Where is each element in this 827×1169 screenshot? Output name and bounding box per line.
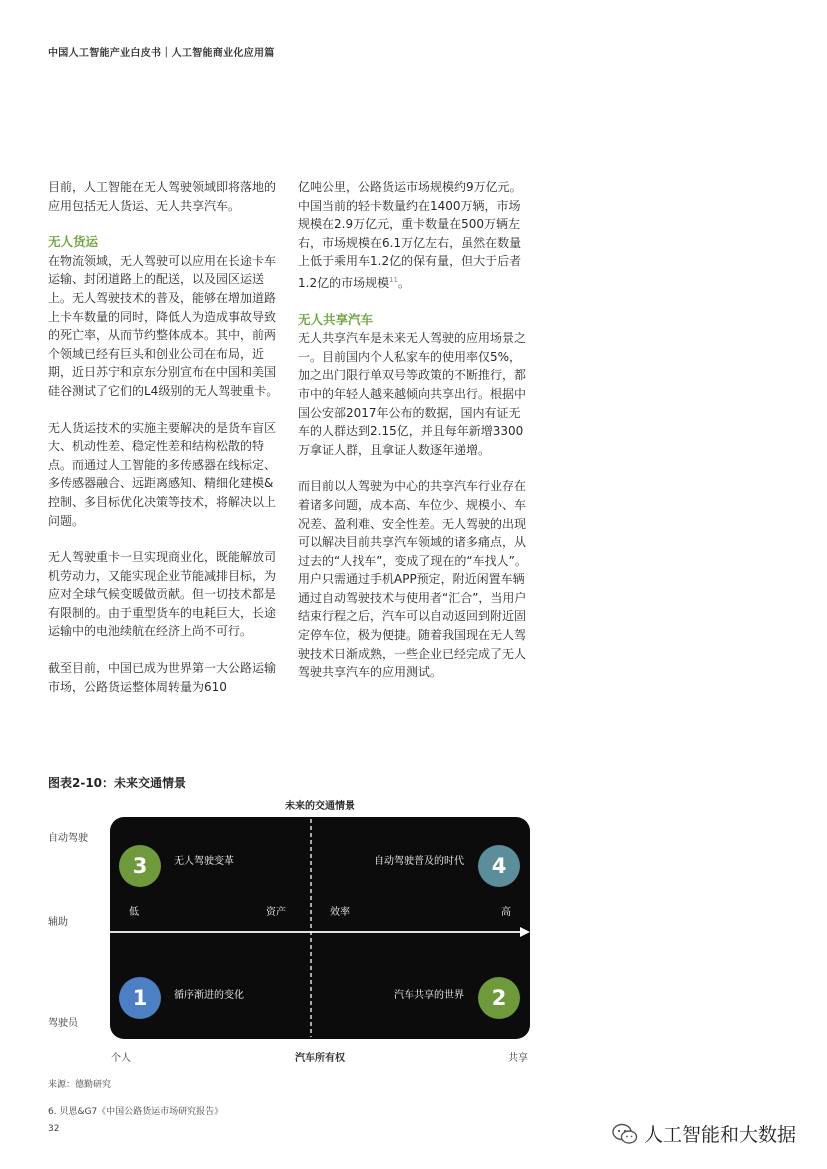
matrix-background — [110, 817, 530, 1039]
section-heading — [298, 311, 530, 330]
body-paragraph — [48, 548, 280, 641]
paragraph-text: 无人驾驶重卡一旦实现商业化，既能解放司机劳动力，又能实现企业节能减排目标，为应对全球气候变暖做贡献。但一切技术都是有限制的。由于重型货车的电耗巨大，长途运输中的电池续航在经济上尚不可行。 — [48, 550, 277, 639]
body-paragraph — [48, 252, 280, 401]
section-heading-text: 无人货运 — [48, 234, 99, 250]
section-heading — [48, 233, 280, 252]
y-label-bottom: 驾驶员 — [48, 1018, 78, 1029]
watermark-text: 人工智能和大数据 — [644, 1124, 797, 1146]
y-label-top: 自动驾驶 — [48, 833, 88, 844]
paragraph-text: 而目前以人驾驶为中心的共享汽车行业存在着诸多问题，成本高、车位少、规模小、车况差、盈利难、安全性差。无人驾驶的出现可以解决目前共享汽车领域的诸多痛点，从过去的“人找车”，变成了现在的“车找人”。用户只需通过手机APP预定，附近闲置车辆通过自动驾驶技术与使用者“汇合”，当用户结束行程之后，汽车可以自动返回到附近固定停车位，极为便捷。随着我国现在无人驾驶技术日渐成熟，一些企业已经完成了无人驾驶共享汽车的应用测试。 — [298, 479, 527, 680]
paragraph-text: 在物流领域，无人驾驶可以应用在长途卡车运输、封闭道路上的配送，以及园区运送上。无人驾驶技术的普及，能够在增加道路上卡车数量的同时，降低人为造成事故导致的死亡率，从而节约整体成本。其中，前两个领域已经有巨头和创业公司在布局，近期，近日苏宁和京东分别宣布在中国和美国硅谷测试了它们的L4级别的无人驾驶重卡。 — [48, 253, 279, 398]
body-paragraph: 亿吨公里，公路货运市场规模约9万亿元。中国当前的轻卡数量约在1400万辆，市场规模在2.9万亿元，重卡数量在500万辆左右，市场规模在6.1万亿左右，虽然在数量上低于乘用车1.2亿的保有量，但大于后者1.2亿的市场规模$^{11}$。 — [298, 180, 522, 290]
paragraph-text: 亿吨公里，公路货运市场规模约9万亿元。中国当前的轻卡数量约在1400万辆，市场规模在2.9万亿元，重卡数量在500万辆左右，市场规模在6.1万亿左右，虽然在数量上低于乘用车1.2亿的保有量，但大于后者1.2亿的市场规模 — [298, 180, 522, 290]
y-label-middle: 辅助 — [48, 917, 68, 928]
paragraph-text: 无人共享汽车是未来无人驾驶的应用场景之一。目前国内个人私家车的使用率仅5%，加之出门限行单双号等政策的不断推行，都市中的年轻人越来越倾向共享出行。根据中国公安部2017年公布的数据，国内有证无车的人群达到2.15亿，并且每年新增3300万拿证人群，且拿证人数逐年递增。 — [298, 331, 527, 457]
x-label-center: 汽车所有权 — [295, 1053, 345, 1064]
footnote-marker: 11 — [389, 275, 399, 284]
quadrant-4-number: 4 — [491, 854, 507, 878]
right-column — [298, 178, 530, 682]
figure-title: 图表2-10：未来交通情景 — [48, 776, 187, 790]
left-column — [48, 178, 280, 696]
arrow-label-low: 低 — [129, 907, 139, 918]
quadrant-1-label: 循序渐进的变化 — [174, 990, 244, 1001]
wechat-icon — [612, 1123, 638, 1145]
arrow-label-efficiency: 效率 — [330, 907, 350, 918]
paragraph-gap — [48, 641, 280, 659]
paragraph-gap — [298, 459, 530, 477]
body-paragraph — [48, 178, 280, 215]
quadrant-3-number: 3 — [132, 854, 148, 878]
quadrant-2-label: 汽车共享的世界 — [394, 990, 464, 1001]
quadrant-1-number: 1 — [132, 986, 148, 1010]
quadrant-3-label: 无人驾驶变革 — [174, 856, 234, 867]
quadrant-4-label: 自动驾驶普及的时代 — [374, 856, 464, 867]
body-paragraph — [298, 477, 530, 682]
figure-source: 来源：德勤研究 — [48, 1080, 112, 1090]
arrow-label-asset: 资产 — [266, 907, 286, 918]
paragraph-gap — [48, 530, 280, 548]
scenario-matrix — [110, 817, 530, 1039]
paragraph-gap — [48, 401, 280, 419]
body-paragraph — [48, 419, 280, 531]
quadrant-2-number: 2 — [491, 986, 507, 1010]
paragraph-text: 无人货运技术的实施主要解决的是货车盲区大、机动性差、稳定性差和结构松散的特点。而通过人工智能的多传感器在线标定、多传感器融合、远距离感知、精细化建模&控制、多目标优化决策等技术，将解决以上问题。 — [48, 420, 277, 528]
page-header: 中国人工智能产业白皮书｜人工智能商业化应用篇 — [48, 48, 275, 59]
chart-title: 未来的交通情景 — [285, 801, 355, 812]
body-paragraph — [48, 659, 280, 696]
x-label-right: 共享 — [508, 1053, 528, 1064]
page-number: 32 — [48, 1124, 60, 1134]
x-label-left: 个人 — [111, 1053, 131, 1064]
paragraph-gap — [48, 215, 280, 233]
paragraph-text: 截至目前，中国已成为世界第一大公路运输市场，公路货运整体周转量为610 — [48, 661, 277, 694]
paragraph-text: 目前，人工智能在无人驾驶领域即将落地的应用包括无人货运、无人共享汽车。 — [48, 180, 277, 213]
arrow-label-high: 高 — [501, 907, 511, 918]
body-paragraph — [298, 329, 530, 459]
watermark — [612, 1120, 796, 1147]
paragraph-gap — [298, 293, 530, 311]
section-heading-text: 无人共享汽车 — [298, 311, 374, 327]
footnote: 6. 贝恩&G7《中国公路货运市场研究报告》 — [48, 1107, 224, 1117]
